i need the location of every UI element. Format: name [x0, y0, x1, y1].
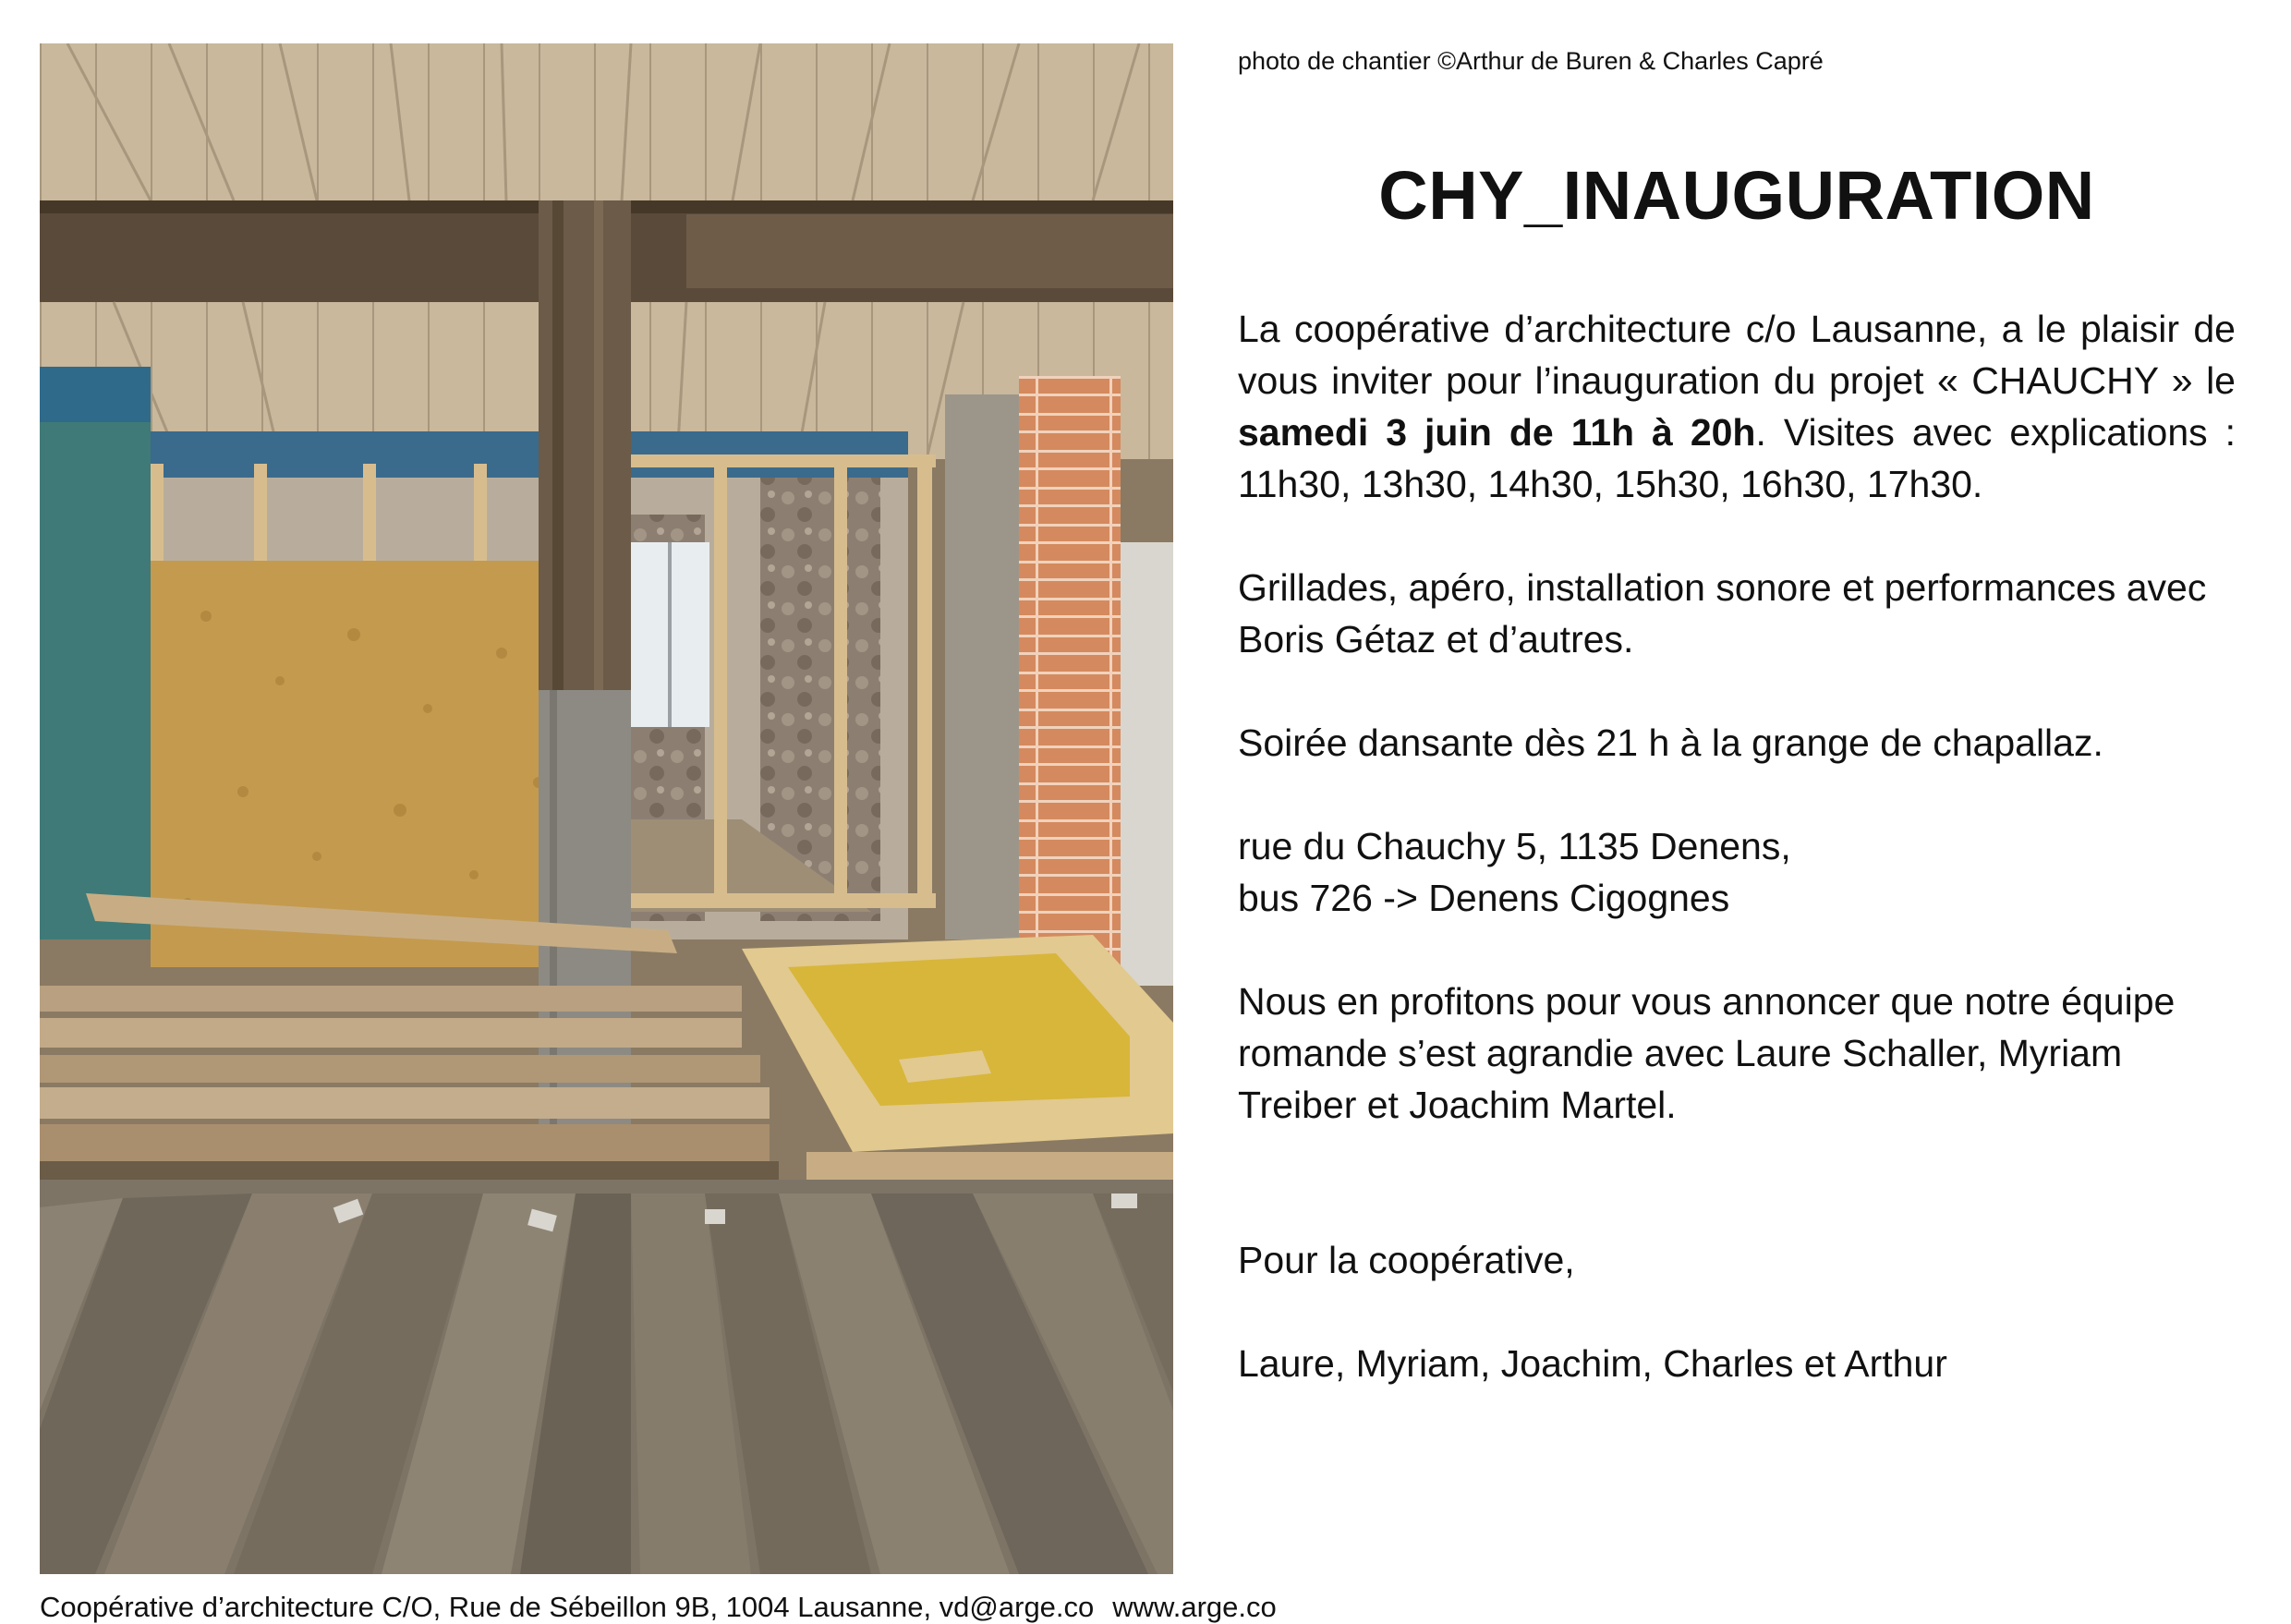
address-line: rue du Chauchy 5, 1135 Denens,: [1238, 825, 1791, 867]
invitation-visits: . Visites avec explications : 11h30, 13h30, 14h30, 15h30, 16h30, 17h30.: [1238, 411, 2236, 505]
announcement-paragraph: Nous en profitons pour vous annoncer que notre équipe romande s’est agrandie avec Laure Schaller, Myriam Treiber et Joachim Martel.: [1238, 980, 2176, 1126]
signatures-line: Laure, Myriam, Joachim, Charles et Arthur: [1238, 1342, 1947, 1385]
footer: [40, 1591, 1277, 1624]
event-date: samedi 3 juin de 11h à 20h: [1238, 411, 1756, 454]
evening-paragraph: Soirée dansante dès 21 h à la grange de chapallaz.: [1238, 721, 2103, 764]
construction-site-photo: [40, 43, 1173, 1574]
photo-credit: photo de chantier ©Arthur de Buren & Charles Capré: [1238, 47, 1824, 75]
page-title: CHY_INAUGURATION: [1378, 157, 2095, 234]
transport-line: bus 726 -> Denens Cigognes: [1238, 877, 1730, 919]
invitation-intro: La coopérative d’architecture c/o Lausanne, a le plaisir de vous inviter pour l’inauguration du projet « CHAUCHY » le: [1238, 308, 2236, 402]
footer-contact: Coopérative d’architecture C/O, Rue de Sébeillon 9B, 1004 Lausanne, vd@arge.co: [40, 1591, 1095, 1623]
invitation-body: [1238, 303, 2236, 1389]
program-paragraph: Grillades, apéro, installation sonore et performances avec Boris Gétaz et d’autres.: [1238, 566, 2207, 661]
footer-website-link[interactable]: www.arge.co: [1112, 1591, 1277, 1623]
closing-line: Pour la coopérative,: [1238, 1239, 1575, 1281]
invitation-paragraph: [1238, 303, 2236, 510]
construction-site-illustration: [40, 43, 1173, 1574]
